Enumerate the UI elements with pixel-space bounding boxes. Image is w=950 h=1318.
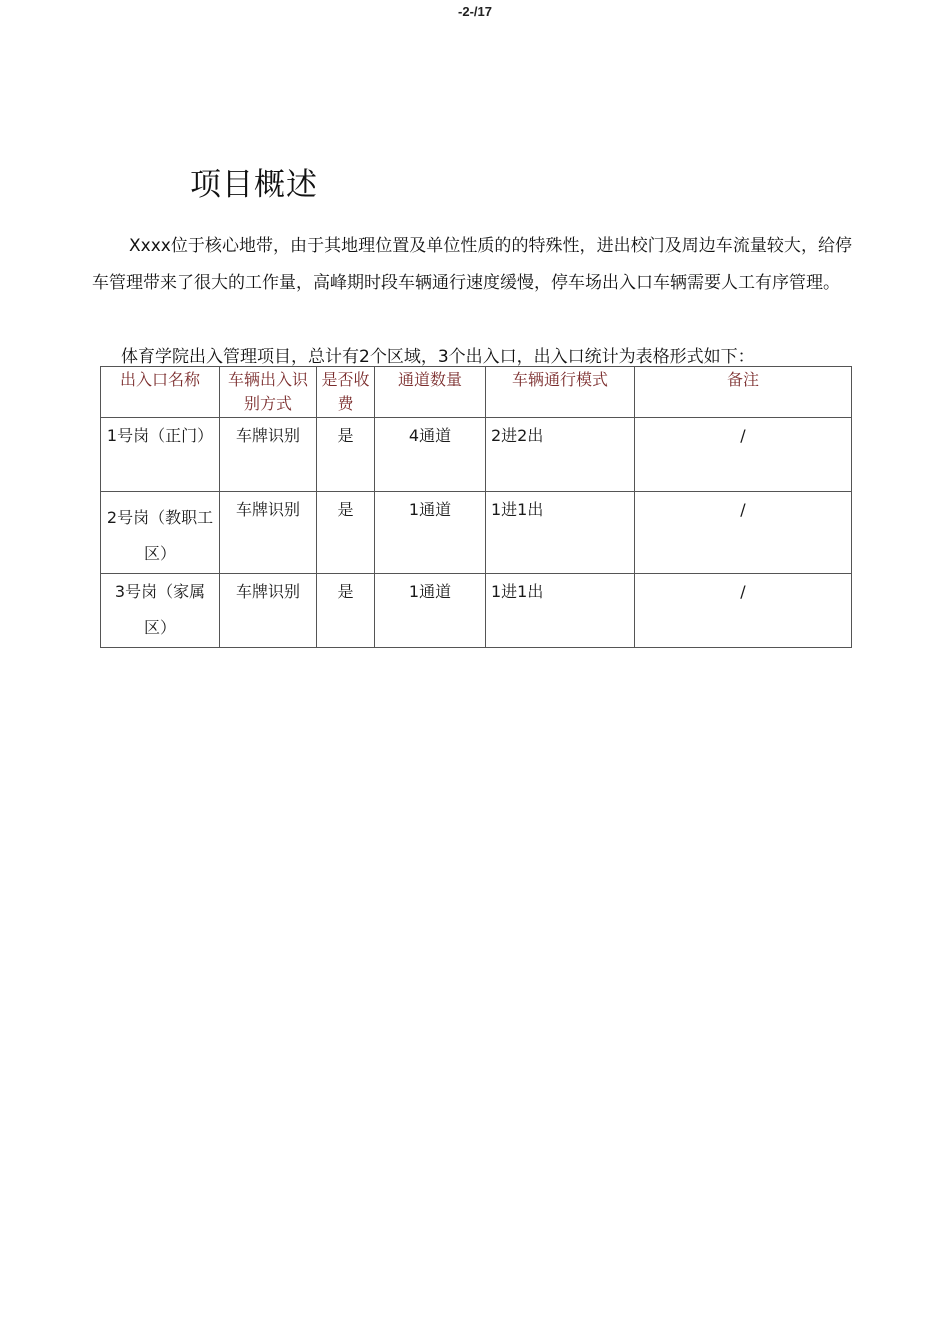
section-title: 项目概述 [190,167,318,203]
entry-exit-table [100,366,852,648]
table-row [101,574,852,648]
page-number: -2-/17 [458,4,492,19]
cell-charged: 是 [317,418,375,492]
cell-gate-name: 3号岗（家属区） [101,574,220,648]
cell-remarks: / [635,574,852,648]
cell-remarks: / [635,492,852,574]
cell-recognition-method: 车牌识别 [220,574,317,648]
cell-charged: 是 [317,574,375,648]
header-remarks: 备注 [635,367,852,418]
table-lead-paragraph: 体育学院出入管理项目，总计有2个区域，3个出入口，出入口统计为表格形式如下： [121,347,755,367]
cell-recognition-method: 车牌识别 [220,492,317,574]
header-charged: 是否收费 [317,367,375,418]
header-recognition-method: 车辆出入识别方式 [220,367,317,418]
intro-paragraph: Xxxx位于核心地带，由于其地理位置及单位性质的的特殊性，进出校门及周边车流量较大，给停车管理带来了很大的工作量，高峰期时段车辆通行速度缓慢，停车场出入口车辆需要人工有序管理。 [92,236,852,293]
cell-remarks: / [635,418,852,492]
cell-lane-count: 1通道 [375,574,486,648]
cell-gate-name: 2号岗（教职工区） [101,492,220,574]
cell-recognition-method: 车牌识别 [220,418,317,492]
cell-gate-name: 1号岗（正门） [101,418,220,492]
cell-traffic-mode: 1进1出 [486,574,635,648]
header-gate-name: 出入口名称 [101,367,220,418]
table-row [101,418,852,492]
table-header-row [101,367,852,418]
cell-lane-count: 1通道 [375,492,486,574]
table-row [101,492,852,574]
header-traffic-mode: 车辆通行模式 [486,367,635,418]
header-lane-count: 通道数量 [375,367,486,418]
cell-traffic-mode: 2进2出 [486,418,635,492]
cell-traffic-mode: 1进1出 [486,492,635,574]
cell-lane-count: 4通道 [375,418,486,492]
cell-charged: 是 [317,492,375,574]
